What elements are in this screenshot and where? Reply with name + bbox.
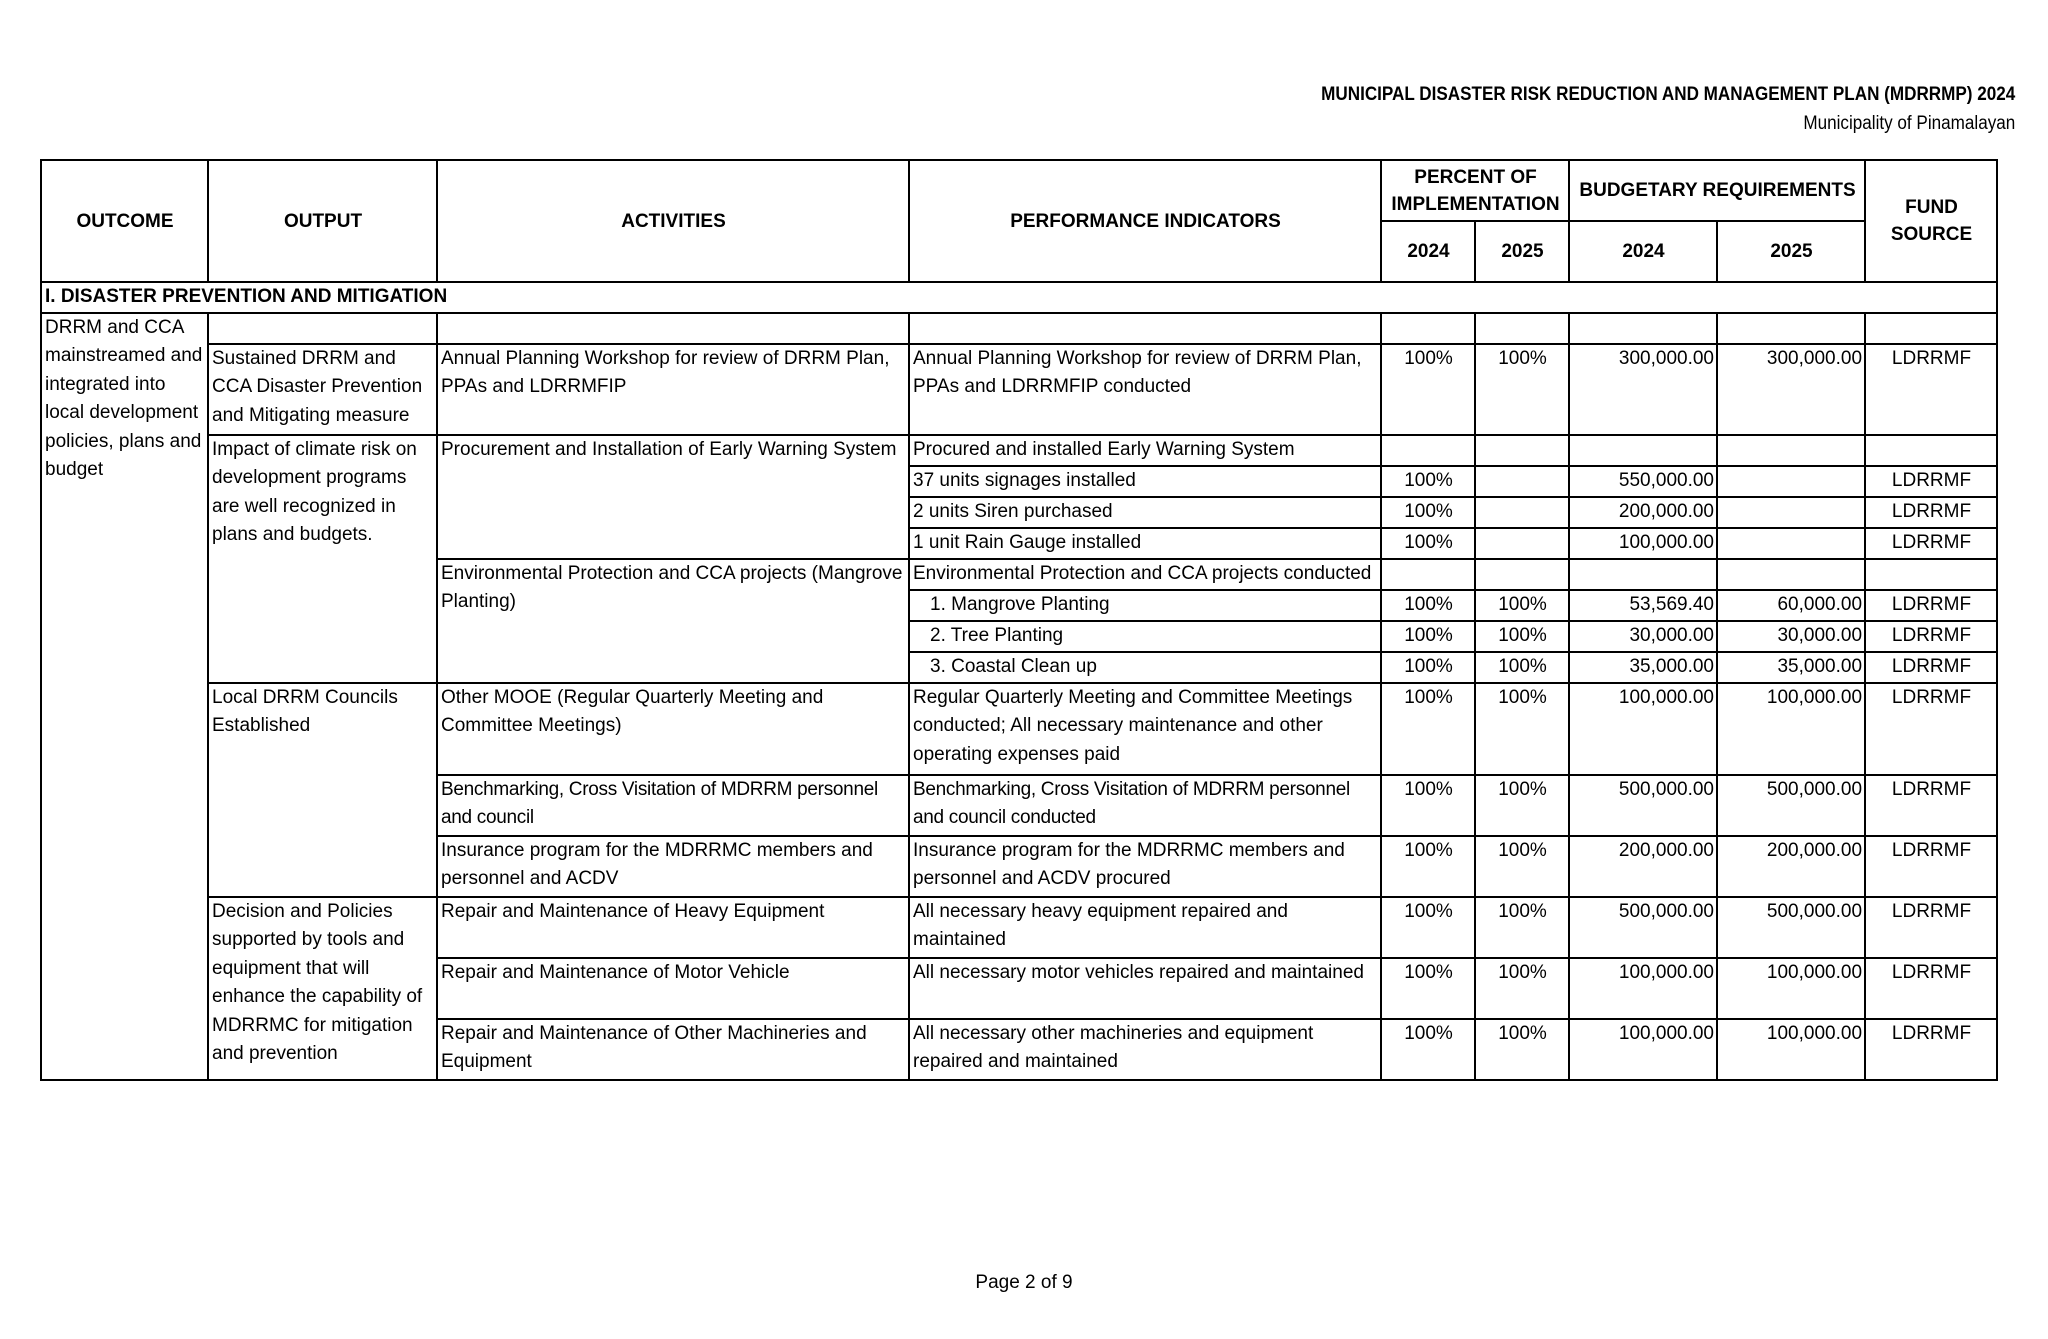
- budget-2024-cell: [1569, 559, 1717, 590]
- budget-2025-cell: 60,000.00: [1717, 590, 1865, 621]
- budget-2025-cell: 100,000.00: [1717, 958, 1865, 1019]
- table-row: [41, 435, 1997, 466]
- percent-2025-cell: 100%: [1475, 590, 1569, 621]
- percent-2025-cell: 100%: [1475, 652, 1569, 683]
- empty-cell: [1569, 313, 1717, 344]
- document-header: [1244, 80, 2015, 138]
- percent-2025-cell: 100%: [1475, 836, 1569, 897]
- empty-cell: [909, 313, 1381, 344]
- col-header-percent-2024: 2024: [1381, 221, 1475, 282]
- indicator-cell: 1. Mangrove Planting: [909, 590, 1381, 621]
- budget-2024-cell: [1569, 435, 1717, 466]
- percent-2025-cell: [1475, 559, 1569, 590]
- activity-cell: Repair and Maintenance of Motor Vehicle: [437, 958, 909, 1019]
- table-row: [41, 897, 1997, 958]
- budget-2025-cell: 30,000.00: [1717, 621, 1865, 652]
- fund-source-cell: [1865, 435, 1997, 466]
- budget-2025-cell: 200,000.00: [1717, 836, 1865, 897]
- activity-cell: Environmental Protection and CCA projects (Mangrove Planting): [437, 559, 909, 683]
- col-header-outcome: OUTCOME: [41, 160, 208, 282]
- budget-2024-cell: 500,000.00: [1569, 775, 1717, 836]
- fund-source-cell: LDRRMF: [1865, 466, 1997, 497]
- fund-source-cell: LDRRMF: [1865, 344, 1997, 435]
- budget-2025-cell: 100,000.00: [1717, 683, 1865, 775]
- percent-2025-cell: [1475, 528, 1569, 559]
- empty-cell: [1381, 313, 1475, 344]
- percent-2024-cell: 100%: [1381, 775, 1475, 836]
- col-header-fund-source: FUND SOURCE: [1865, 160, 1997, 282]
- empty-cell: [208, 313, 437, 344]
- percent-2025-cell: 100%: [1475, 897, 1569, 958]
- fund-source-cell: LDRRMF: [1865, 897, 1997, 958]
- budget-2024-cell: 100,000.00: [1569, 1019, 1717, 1080]
- section-row: [41, 282, 1997, 313]
- empty-cell: [1865, 313, 1997, 344]
- indicator-cell: 3. Coastal Clean up: [909, 652, 1381, 683]
- fund-source-cell: [1865, 559, 1997, 590]
- percent-2024-cell: 100%: [1381, 652, 1475, 683]
- budget-2024-cell: 500,000.00: [1569, 897, 1717, 958]
- indicator-cell: 2 units Siren purchased: [909, 497, 1381, 528]
- output-cell: Local DRRM Councils Established: [208, 683, 437, 897]
- percent-2025-cell: 100%: [1475, 683, 1569, 775]
- percent-2025-cell: 100%: [1475, 958, 1569, 1019]
- percent-2025-cell: 100%: [1475, 344, 1569, 435]
- percent-2025-cell: 100%: [1475, 1019, 1569, 1080]
- budget-2025-cell: 500,000.00: [1717, 775, 1865, 836]
- percent-2024-cell: 100%: [1381, 683, 1475, 775]
- budget-2024-cell: 100,000.00: [1569, 958, 1717, 1019]
- output-cell: Sustained DRRM and CCA Disaster Prevention and Mitigating measure: [208, 344, 437, 435]
- indicator-cell: 1 unit Rain Gauge installed: [909, 528, 1381, 559]
- budget-2024-cell: 30,000.00: [1569, 621, 1717, 652]
- budget-2025-cell: 300,000.00: [1717, 344, 1865, 435]
- budget-2025-cell: [1717, 497, 1865, 528]
- budget-2024-cell: 200,000.00: [1569, 497, 1717, 528]
- indicator-cell: Procured and installed Early Warning System: [909, 435, 1381, 466]
- fund-source-cell: LDRRMF: [1865, 958, 1997, 1019]
- col-header-budget-2024: 2024: [1569, 221, 1717, 282]
- activity-cell: Repair and Maintenance of Heavy Equipment: [437, 897, 909, 958]
- budget-2025-cell: 500,000.00: [1717, 897, 1865, 958]
- percent-2024-cell: 100%: [1381, 497, 1475, 528]
- empty-cell: [437, 313, 909, 344]
- activity-cell: Other MOOE (Regular Quarterly Meeting and Committee Meetings): [437, 683, 909, 775]
- col-header-percent-2025: 2025: [1475, 221, 1569, 282]
- percent-2024-cell: 100%: [1381, 621, 1475, 652]
- percent-2024-cell: 100%: [1381, 344, 1475, 435]
- percent-2024-cell: 100%: [1381, 897, 1475, 958]
- percent-2024-cell: 100%: [1381, 528, 1475, 559]
- indicator-cell: Regular Quarterly Meeting and Committee Meetings conducted; All necessary maintenance and other operating expenses paid: [909, 683, 1381, 775]
- fund-source-cell: LDRRMF: [1865, 652, 1997, 683]
- col-header-budget-2025: 2025: [1717, 221, 1865, 282]
- activity-cell: [437, 775, 909, 836]
- fund-source-cell: LDRRMF: [1865, 528, 1997, 559]
- activity-cell: Procurement and Installation of Early Warning System: [437, 435, 909, 559]
- table-row: [41, 313, 1997, 344]
- percent-2024-cell: [1381, 435, 1475, 466]
- col-header-output: OUTPUT: [208, 160, 437, 282]
- indicator-cell: All necessary other machineries and equipment repaired and maintained: [909, 1019, 1381, 1080]
- activity-text: Benchmarking, Cross Visitation of MDRRM personnel and council: [441, 778, 878, 828]
- activity-cell: Annual Planning Workshop for review of DRRM Plan, PPAs and LDRRMFIP: [437, 344, 909, 435]
- col-header-budgetary-requirements: BUDGETARY REQUIREMENTS: [1569, 160, 1865, 221]
- section-title: I. DISASTER PREVENTION AND MITIGATION: [41, 282, 1997, 313]
- percent-2025-cell: [1475, 435, 1569, 466]
- percent-2025-cell: [1475, 497, 1569, 528]
- budget-2024-cell: 550,000.00: [1569, 466, 1717, 497]
- percent-2024-cell: 100%: [1381, 466, 1475, 497]
- document-title: MUNICIPAL DISASTER RISK REDUCTION AND MANAGEMENT PLAN (MDRRMP) 2024: [1320, 84, 2015, 105]
- budget-2025-cell: [1717, 435, 1865, 466]
- output-cell: Decision and Policies supported by tools and equipment that will enhance the capability of MDRRMC for mitigation and prevention: [208, 897, 437, 1080]
- budget-2024-cell: 200,000.00: [1569, 836, 1717, 897]
- outcome-cell: DRRM and CCA mainstreamed and integrated into local development policies, plans and budget: [41, 313, 208, 1080]
- col-header-activities: ACTIVITIES: [437, 160, 909, 282]
- budget-2024-cell: 53,569.40: [1569, 590, 1717, 621]
- activity-cell: Repair and Maintenance of Other Machineries and Equipment: [437, 1019, 909, 1080]
- indicator-text: Benchmarking, Cross Visitation of MDRRM personnel and council conducted: [913, 778, 1350, 828]
- fund-source-cell: LDRRMF: [1865, 683, 1997, 775]
- indicator-cell: Environmental Protection and CCA projects conducted: [909, 559, 1381, 590]
- percent-2024-cell: 100%: [1381, 1019, 1475, 1080]
- budget-2025-cell: 35,000.00: [1717, 652, 1865, 683]
- indicator-cell: Annual Planning Workshop for review of DRRM Plan, PPAs and LDRRMFIP conducted: [909, 344, 1381, 435]
- percent-2024-cell: 100%: [1381, 590, 1475, 621]
- fund-source-cell: LDRRMF: [1865, 1019, 1997, 1080]
- budget-2025-cell: [1717, 528, 1865, 559]
- fund-source-cell: LDRRMF: [1865, 590, 1997, 621]
- empty-cell: [1717, 313, 1865, 344]
- output-cell: Impact of climate risk on development programs are well recognized in plans and budgets.: [208, 435, 437, 683]
- budget-2024-cell: 100,000.00: [1569, 528, 1717, 559]
- budget-2024-cell: 35,000.00: [1569, 652, 1717, 683]
- indicator-cell: All necessary heavy equipment repaired and maintained: [909, 897, 1381, 958]
- table-header-row: [41, 160, 1997, 221]
- budget-2025-cell: [1717, 559, 1865, 590]
- percent-2025-cell: 100%: [1475, 621, 1569, 652]
- percent-2024-cell: 100%: [1381, 958, 1475, 1019]
- budget-2024-cell: 300,000.00: [1569, 344, 1717, 435]
- budget-2025-cell: 100,000.00: [1717, 1019, 1865, 1080]
- percent-2024-cell: 100%: [1381, 836, 1475, 897]
- fund-source-cell: LDRRMF: [1865, 621, 1997, 652]
- mdrrmp-table: [40, 159, 1998, 1081]
- page-number: Page 2 of 9: [975, 1272, 1073, 1293]
- budget-2024-cell: 100,000.00: [1569, 683, 1717, 775]
- indicator-cell: All necessary motor vehicles repaired and maintained: [909, 958, 1381, 1019]
- empty-cell: [1475, 313, 1569, 344]
- document-subtitle: Municipality of Pinamalayan: [1803, 113, 2015, 134]
- percent-2024-cell: [1381, 559, 1475, 590]
- indicator-cell: 2. Tree Planting: [909, 621, 1381, 652]
- col-header-performance-indicators: PERFORMANCE INDICATORS: [909, 160, 1381, 282]
- indicator-cell: [909, 775, 1381, 836]
- col-header-percent-implementation: PERCENT OF IMPLEMENTATION: [1381, 160, 1569, 221]
- table-row: [41, 344, 1997, 435]
- fund-source-cell: LDRRMF: [1865, 497, 1997, 528]
- indicator-cell: 37 units signages installed: [909, 466, 1381, 497]
- percent-2025-cell: [1475, 466, 1569, 497]
- fund-source-cell: LDRRMF: [1865, 836, 1997, 897]
- percent-2025-cell: 100%: [1475, 775, 1569, 836]
- fund-source-cell: LDRRMF: [1865, 775, 1997, 836]
- indicator-cell: Insurance program for the MDRRMC members and personnel and ACDV procured: [909, 836, 1381, 897]
- table-row: [41, 683, 1997, 775]
- budget-2025-cell: [1717, 466, 1865, 497]
- activity-cell: Insurance program for the MDRRMC members and personnel and ACDV: [437, 836, 909, 897]
